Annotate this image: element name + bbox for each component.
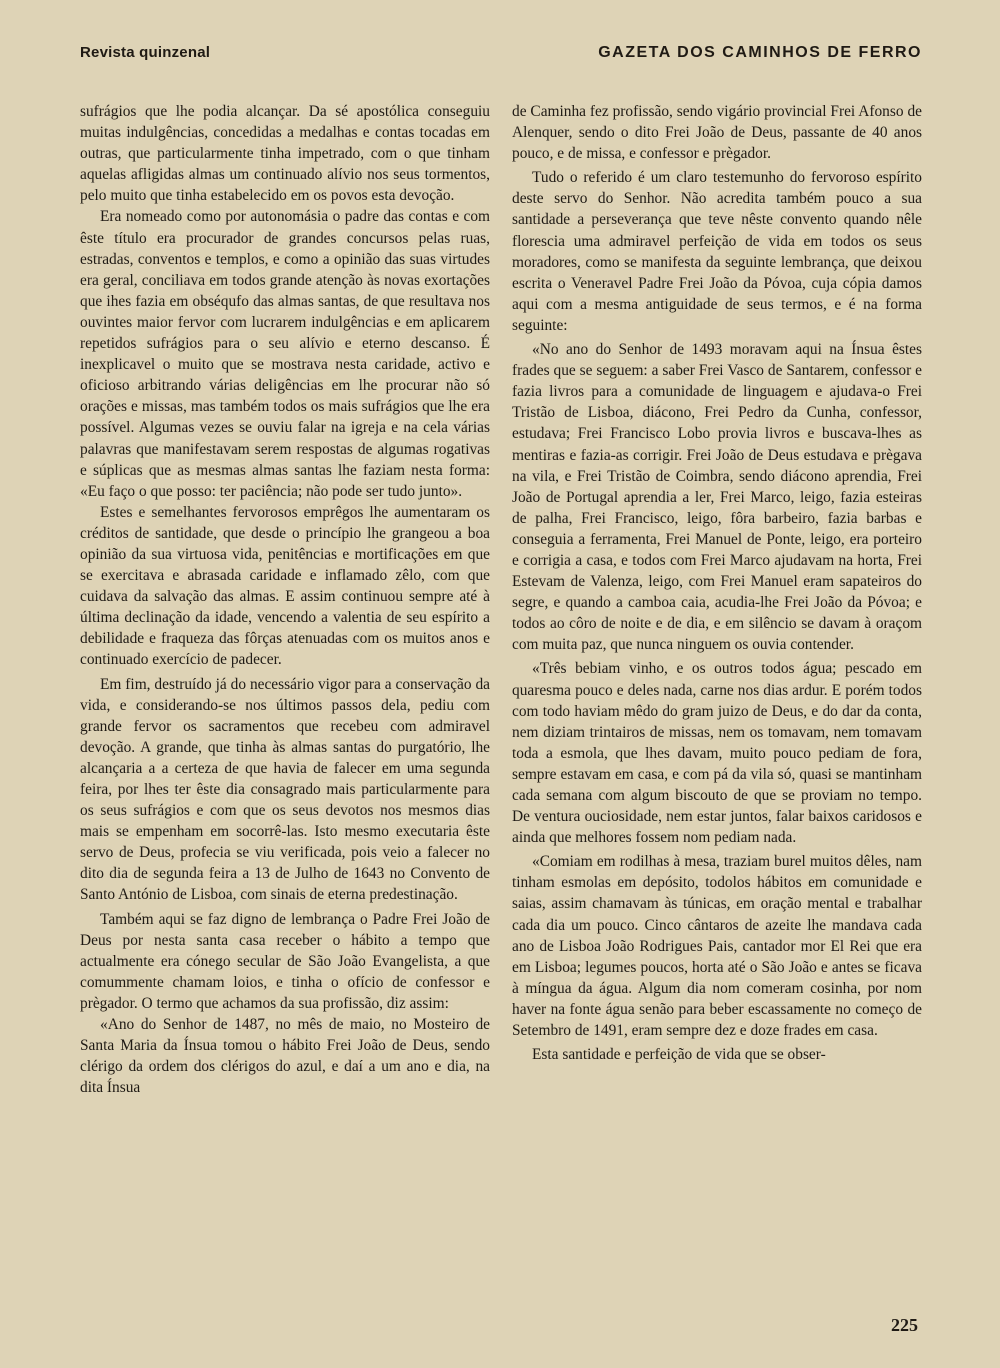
paragraph: Era nomeado como por autonomásia o padre das contas e com êste título era procurador de grandes concursos pelas ruas, estradas, conventos e templos, e como a opinião das suas virtudes era geral, conciliava em todos grande atenção às novas exortações que ihes fazia em obséqufo das almas santas, de que resultava nos ouvintes maior fervor com lucrarem indulgências e em aplicarem repetidos sufrágios para o seu alívio e eterno descanso. É inexplicavel o muito que se mostrava nesta caridade, activo e oficioso arbitrando várias deligências em lhe procurar não só orações e missas, mas também todos os mais sufrágios que lhe era possível. Algumas vezes se ouviu falar na igreja e na cela várias palavras que manifestavam serem respostas de algumas rogativas e súplicas que as mesmas almas santas lhe faziam nesta forma: «Eu faço o que posso: ter paciência; não pode ser tudo junto». [80,208,490,500]
paragraph: «No ano do Senhor de 1493 moravam aqui na Ínsua êstes frades que se seguem: a saber Frei Vasco de Santarem, confessor e fazia livros para a comunidade de linguagem e ajudava-o Frei Tristão de Lisboa, diácono, Frei Pedro da Cunha, confessor, estudava; Frei Francisco Lobo provia livros e buscava-lhes as mentiras e fazia-as corrigir. Frei João de Deus estudava e prègava na vila, e Frei Tristão de Coimbra, sendo diácono aprendia, Frei João de Portugal aprendia a ler, Frei Marco, leigo, fazia esteiras de palha, Frei Francisco, leigo, fôra barbeiro, fazia barbas e conseguia a ferramenta, Frei Manuel de Ponte, leigo, era porteiro e corrigia a casa, e todos com Frei Marco ajudavam na horta, Frei Estevam de Valenza, leigo, com Frei Manuel eram sapateiros do segre, e quando a camboa caia, acudia-lhe Frei João da Póvoa; e todos ao côro de noite e de dia, e em silêncio se davam à oraçom com muita paz, que nunca ninguem os ouvia contender. [512,341,922,654]
paragraph: Estes e semelhantes fervorosos emprêgos lhe aumentaram os créditos de santidade, que desde o princípio lhe grangeou a boa opinião da sua virtuosa vida, penitências e mortificações em que se exercitava e abrasada caridade e inflamado zêlo, com que cuidava da salvação das almas. E assim continuou sempre até à última declinação da idade, vencendo a valentia de seu espírito a debilidade e fraqueza das fôrças atenuadas com os muitos anos e continuado exercício de padecer. [80,503,490,669]
paragraph: «Três bebiam vinho, e os outros todos água; pescado em quaresma pouco e deles nada, carne nos dias ardur. E porém todos com todo haviam mêdo do gram juizo de Deus, e do dar da conta, nem diziam trintairos de missas, nem os tomavam, nem tomavam toda a esmola, que lhes davam, muito pouco pediam de fora, sempre estavam em casa, e com pá da vila só, quasi se mantinham cada semana com algum biscouto de que se proviam no tempo. De ventura ouciosidade, nem estar juntos, falar baixos caridosos e ainda que melhores fossem nom pediam nada. [512,660,922,847]
running-header [80,40,922,70]
page-number: 225 [891,1315,918,1335]
paragraph: Esta santidade e perfeição de vida que se obser- [532,1046,826,1064]
header-journal-title: GAZETA DOS CAMINHOS DE FERRO [598,44,922,61]
left-column [80,101,490,1291]
paragraph: «Ano do Senhor de 1487, no mês de maio, no Mosteiro de Santa Maria da Ínsua tomou o hábito Frei João de Deus, sendo clérigo da ordem dos clérigos do azul, e daí a um ano e dia, na dita Ínsua [80,1016,490,1097]
paragraph: sufrágios que lhe podia alcançar. Da sé apostólica conseguiu muitas indulgências, concedidas a medalhas e contas tocadas em outras, que particularmente tinha impetrado, com o que tinham aquelas afligidas almas um continuado alívio nos seus tormentos, pelo muito que tinha estabelecido em os povos esta devoção. [80,103,490,205]
header-periodicity: Revista quinzenal [80,44,211,61]
right-column [512,101,922,1291]
paragraph: «Comiam em rodilhas à mesa, traziam burel muitos dêles, nam tinham esmolas em depósito, todolos hábitos em comunidade e saias, assim chamavam às túnicas, em oração mental e trabalhar cada dia um pouco. Cinco cântaros de azeite lhe mandava cada ano de Lisboa João Rodrigues Pais, cantador mor El Rei que era em Lisboa; legumes poucos, horta até o São João e antes se ficava à míngua da água. Algum dia nom comeram cosinha, por nom haver na fonte água senão para beber escassamente no começo de Setembro de 1491, eram sempre dez e doze frades em casa. [512,853,922,1040]
paragraph: Também aqui se faz digno de lembrança o Padre Frei João de Deus por nesta santa casa receber o hábito a tempo que actualmente era cónego secular de São João Evangelista, a que comummente chamam loios, e tinha o ofício de confessor e prègador. O termo que achamos da sua profissão, diz assim: [80,910,490,1012]
paragraph: de Caminha fez profissão, sendo vigário provincial Frei Afonso de Alenquer, sendo o dito Frei João de Deus, passante de 40 anos pouco, e de missa, e confessor e prègador. [512,103,922,163]
paragraph: Tudo o referido é um claro testemunho do fervoroso espírito deste servo do Senhor. Não acredita também pouco a sua santidade a perseverança que teve nêste convento quando nêle floresciа uma admiravel perfeição de vida em todos os seus moradores, como se manifesta da seguinte lembrança, que deixou escrita o Veneravel Padre Frei João da Póvoa, cuja cópia damos aqui com a mesma antiguidade de seus termos, e é na forma seguinte: [512,169,922,334]
paragraph: Em fim, destruído já do necessário vigor para a conservação da vida, e considerando-se nos últimos passos dela, pediu com grande fervor os sacramentos que recebeu com admiravel devoção. A grande, que tinha às almas santas do purgatório, lhe alcançaria a a certeza de que havia de falecer em uma segunda feira, por lhes ter êste dia consagrado mais particularmente para os seus sufrágios e com que os seus devotos nos mesmos dias mais se empenham em socorrê-las. Isto mesmo executaria êste servo de Deus, profecia se viu verificada, pois veio a falecer no dito dia de segunda feira a 13 de Julho de 1643 no Convento de Santo António de Lisboa, com sinais de eterna predestinação. [80,675,490,904]
